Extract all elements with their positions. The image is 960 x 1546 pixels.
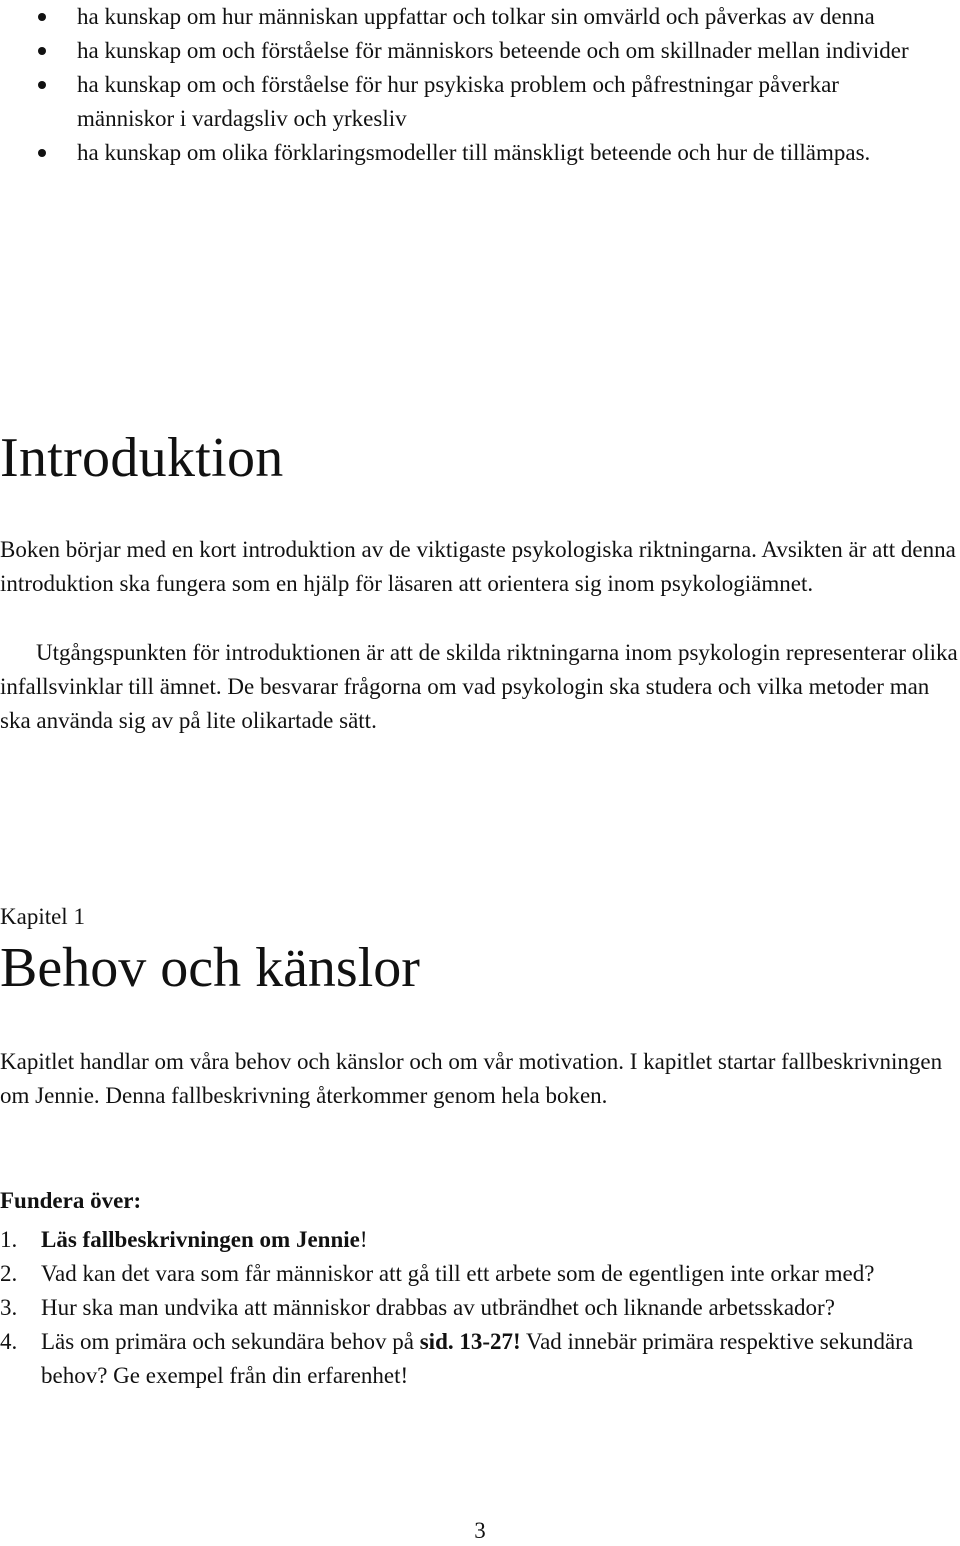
list-item [0, 68, 960, 136]
question-text: ! [359, 1227, 368, 1252]
question-number: 2. [0, 1261, 18, 1286]
bullet-icon [38, 13, 46, 21]
intro-paragraph-2 [0, 636, 960, 738]
objective-text: ha kunskap om olika förklaringsmodeller till mänskligt beteende och hur de tillämpas. [77, 140, 871, 165]
bullet-icon [38, 47, 46, 55]
question-list [0, 1223, 960, 1393]
chapter-paragraph: Kapitlet handlar om våra behov och känslor och om vår motivation. I kapitlet startar fallbeskrivningen om Jennie. Denna fallbeskrivning återkommer genom hela boken. [0, 1049, 943, 1108]
intro-paragraph-2-text: Utgångspunkten för introduktionen är att de skilda riktningarna inom psykologin representerar olika infallsvinklar till ämnet. De besvarar frågorna om vad psykologin ska studera och vilka metoder man ska använda sig av på lite olikartade sätt. [0, 640, 958, 733]
page-number: 3 [474, 1518, 486, 1543]
question-number: 4. [0, 1329, 18, 1354]
list-item [0, 0, 960, 34]
objective-text: ha kunskap om hur människan uppfattar och tolkar sin omvärld och påverkas av denna [77, 4, 875, 29]
question-text: Vad kan det vara som får människor att gå till ett arbete som de egentligen inte orkar med? [41, 1261, 875, 1286]
intro-paragraph-1: Boken börjar med en kort introduktion av de viktigaste psykologiska riktningarna. Avsikten är att denna introduktion ska fungera som en hjälp för läsaren att orientera sig inom psykologiämnet. [0, 537, 956, 596]
list-item [0, 1257, 960, 1291]
list-item [0, 136, 960, 170]
intro-heading: Introduktion [0, 427, 284, 489]
fundera-heading: Fundera över: [0, 1188, 142, 1213]
question-text: Vad innebär primära respektive sekundära behov? Ge exempel från din erfarenhet! [41, 1329, 914, 1388]
question-number: 1. [0, 1227, 18, 1252]
question-bold-text: Läs fallbeskrivningen om Jennie [41, 1227, 360, 1252]
chapter-heading: Behov och känslor [0, 937, 420, 999]
list-item [0, 1223, 960, 1257]
bullet-icon [38, 149, 46, 157]
bullet-icon [38, 81, 46, 89]
list-item [0, 1325, 960, 1393]
question-bold-text: sid. 13-27! [419, 1329, 521, 1354]
list-item [0, 1291, 960, 1325]
objective-text: ha kunskap om och förståelse för människors beteende och om skillnader mellan individer [77, 38, 909, 63]
chapter-label: Kapitel 1 [0, 904, 85, 929]
objective-text: ha kunskap om och förståelse för hur psykiska problem och påfrestningar påverkar människor i vardagsliv och yrkesliv [77, 72, 839, 131]
list-item [0, 34, 960, 68]
question-number: 3. [0, 1295, 18, 1320]
objectives-list [0, 0, 960, 170]
question-text: Hur ska man undvika att människor drabbas av utbrändhet och liknande arbetsskador? [41, 1295, 835, 1320]
question-text: Läs om primära och sekundära behov på [41, 1329, 420, 1354]
